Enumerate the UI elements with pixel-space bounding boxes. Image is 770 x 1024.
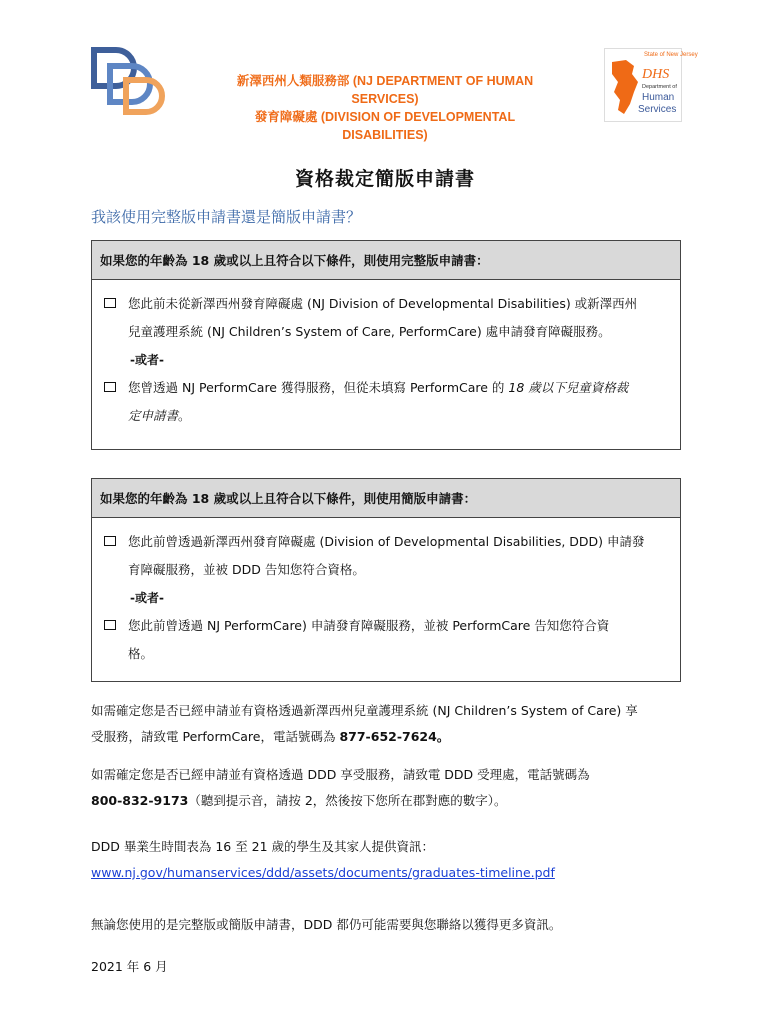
- short-criterion-1-line1: 您此前曾透過新澤西州發育障礙處 (Division of Developmental Disabilities, DDD) 申請發: [128, 534, 645, 549]
- full-criterion-2-form-name-1: 18 歲以下兒童資格裁: [508, 380, 629, 395]
- short-criterion-1: [104, 528, 668, 584]
- short-application-box: [91, 478, 681, 682]
- short-box-heading: 如果您的年齡為 18 歲或以上且符合以下條件，則使用簡版申請書：: [92, 479, 680, 518]
- dhs-line2-text: Human: [642, 92, 675, 103]
- checkbox-icon: [104, 536, 116, 546]
- full-application-box: [91, 240, 681, 450]
- agency-header: [206, 72, 564, 144]
- checkbox-icon: [104, 298, 116, 308]
- short-criterion-1-line2: 育障礙服務，並被 DDD 告知您符合資格。: [128, 562, 365, 577]
- performcare-line1: 如需確定您是否已經申請並有資格透過新澤西州兒童護理系統 (NJ Children’s System of Care) 享: [91, 703, 638, 718]
- ddd-intake-line1: 如需確定您是否已經申請並有資格透過 DDD 享受服務，請致電 DDD 受理處，電話號碼為: [91, 767, 590, 782]
- dhs-state-text: State of New Jersey: [644, 52, 698, 58]
- ddd-intake-line2: （聽到提示音，請按 2，然後按下您所在郡對應的數字）。: [188, 793, 507, 808]
- performcare-line2: 受服務，請致電 PerformCare，電話號碼為: [91, 729, 340, 744]
- full-criterion-2-form-name-2: 定申請書: [128, 408, 179, 423]
- performcare-paragraph: [91, 698, 691, 750]
- timeline-line1: DDD 畢業生時間表為 16 至 21 歲的學生及其家人提供資訊：: [91, 839, 435, 854]
- ddd-intake-phone: 800-832-9173: [91, 793, 189, 808]
- full-criterion-2: [104, 374, 668, 430]
- checkbox-icon: [104, 382, 116, 392]
- header-line-2: SERVICES): [351, 92, 419, 106]
- timeline-paragraph: [91, 834, 691, 886]
- dhs-abbr-text: DHS: [642, 67, 670, 82]
- full-criterion-2-text: 您曾透過 NJ PerformCare 獲得服務，但從未填寫 PerformCare 的: [128, 380, 509, 395]
- performcare-suffix: 。: [436, 729, 450, 744]
- dhs-logo: [604, 48, 698, 122]
- nj-state-icon: [604, 48, 698, 122]
- dhs-line3-text: Services: [638, 104, 677, 115]
- short-criterion-2-line1: 您此前曾透過 NJ PerformCare) 申請發育障礙服務，並被 PerformCare 告知您符合資: [128, 618, 610, 633]
- or-separator: -或者-: [130, 353, 164, 367]
- full-box-heading: 如果您的年齡為 18 歲或以上且符合以下條件，則使用完整版申請書：: [92, 241, 680, 280]
- checkbox-icon: [104, 620, 116, 630]
- short-criterion-2: [104, 612, 668, 668]
- document-title: 資格裁定簡版申請書: [294, 168, 475, 190]
- full-criterion-1-line2: 兒童護理系統 (NJ Children’s System of Care, PerformCare) 處申請發育障礙服務。: [128, 324, 611, 339]
- document-date: 2021 年 6 月: [91, 959, 168, 974]
- dhs-line1-text: Department of: [642, 84, 677, 90]
- full-criterion-2-suffix: 。: [178, 408, 191, 423]
- or-separator: -或者-: [130, 591, 164, 605]
- full-criterion-1-line1: 您此前未從新澤西州發育障礙處 (NJ Division of Developmental Disabilities) 或新澤西州: [128, 296, 638, 311]
- header-line-1: 新澤西州人類服務部 (NJ DEPARTMENT OF HUMAN: [236, 74, 534, 88]
- header-line-4: DISABILITIES): [342, 128, 428, 142]
- contact-note: 無論您使用的是完整版或簡版申請書，DDD 都仍可能需要與您聯絡以獲得更多資訊。: [91, 917, 562, 932]
- ddd-intake-paragraph: [91, 762, 691, 814]
- performcare-phone: 877-652-7624: [339, 729, 437, 744]
- header-line-3: 發育障礙處 (DIVISION OF DEVELOPMENTAL: [254, 110, 516, 124]
- short-criterion-2-line2: 格。: [128, 646, 154, 661]
- ddd-logo-icon: [90, 46, 162, 118]
- graduates-timeline-link[interactable]: www.nj.gov/humanservices/ddd/assets/documents/graduates-timeline.pdf: [91, 865, 555, 880]
- question-heading: 我該使用完整版申請書還是簡版申請書？: [91, 208, 362, 226]
- full-criterion-1: [104, 290, 668, 346]
